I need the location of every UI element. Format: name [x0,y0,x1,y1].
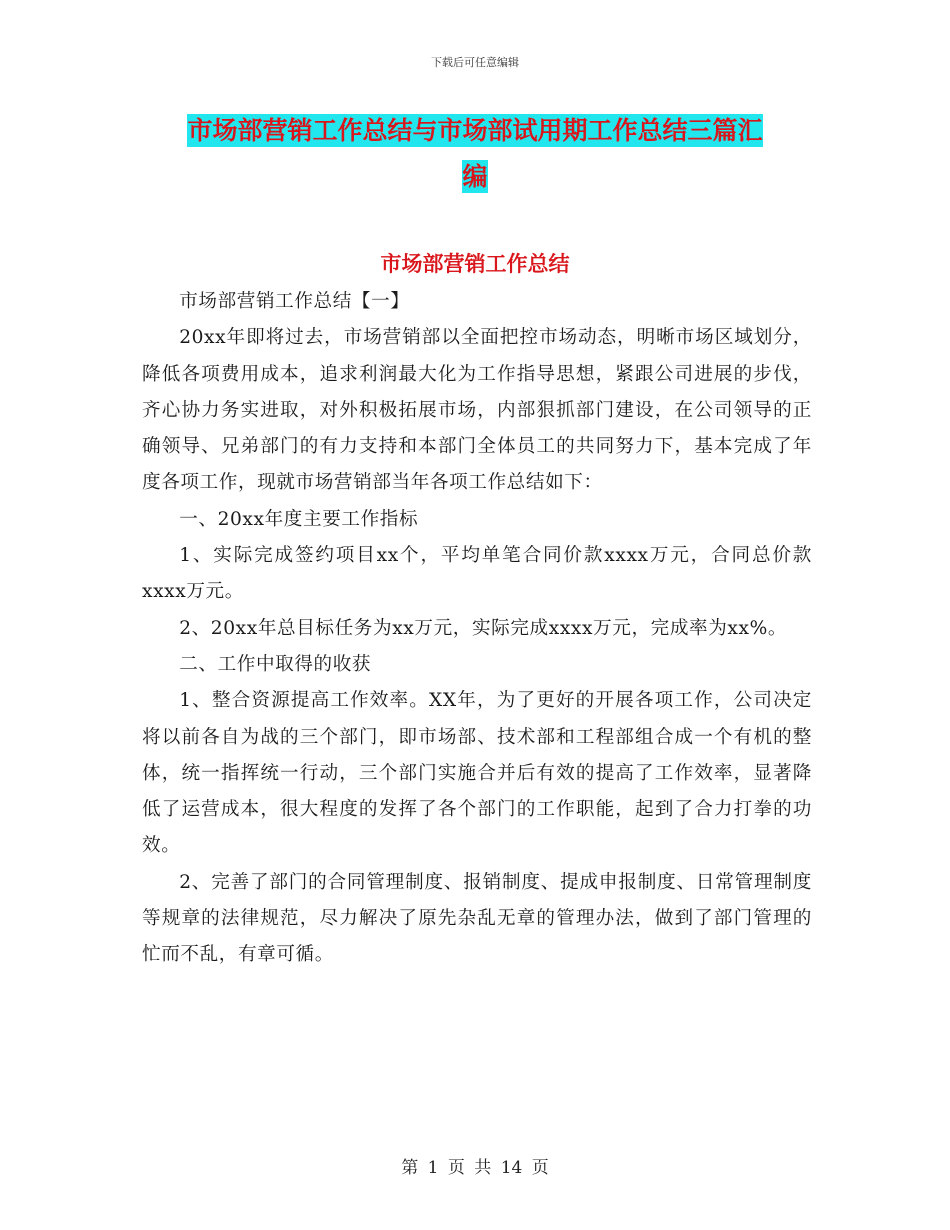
paragraph: 1、整合资源提高工作效率。XX年，为了更好的开展各项工作，公司决定将以前各自为战的三个部门，即市场部、技术部和工程部组合成一个有机的整体，统一指挥统一行动，三个部门实施合并后有效的提高了工作效率，显著降低了运营成本，很大程度的发挥了各个部门的工作职能，起到了合力打拳的功效。 [142,690,812,857]
section-title: 市场部营销工作总结 [380,251,570,276]
paragraph: 2、20xx年总目标任务为xx万元，实际完成xxxx万元，完成率为xx%。 [179,617,788,639]
page-number-footer: 第 1 页 共 14 页 [401,1158,549,1178]
paragraph: 2、完善了部门的合同管理制度、报销制度、提成申报制度、日常管理制度等规章的法律规范，尽力解决了原先杂乱无章的管理办法，做到了部门管理的忙而不乱，有章可循。 [142,871,812,966]
paragraph: 市场部营销工作总结【一】 [179,291,410,312]
document-body [142,284,812,974]
paragraph: 1、实际完成签约项目xx个，平均单笔合同价款xxxx万元，合同总价款xxxx万元。 [142,545,812,603]
paragraph: 20xx年即将过去，市场营销部以全面把控市场动态，明晰市场区域划分，降低各项费用成本，追求利润最大化为工作指导思想，紧跟公司进展的步伐，齐心协力务实进取，对外积极拓展市场，内部狠抓部门建设，在公司领导的正确领导、兄弟部门的有力支持和本部门全体员工的共同努力下，基本完成了年度各项工作，现就市场营销部当年各项工作总结如下： [142,327,812,494]
document-title [140,108,810,200]
paragraph: 一、20xx年度主要工作指标 [179,508,419,530]
page-header-note: 下载后可任意编辑 [431,56,519,69]
document-title-line-1: 市场部营销工作总结与市场部试用期工作总结三篇汇 [187,116,763,145]
paragraph: 二、工作中取得的收获 [179,653,372,675]
document-title-line-2: 编 [462,162,488,191]
